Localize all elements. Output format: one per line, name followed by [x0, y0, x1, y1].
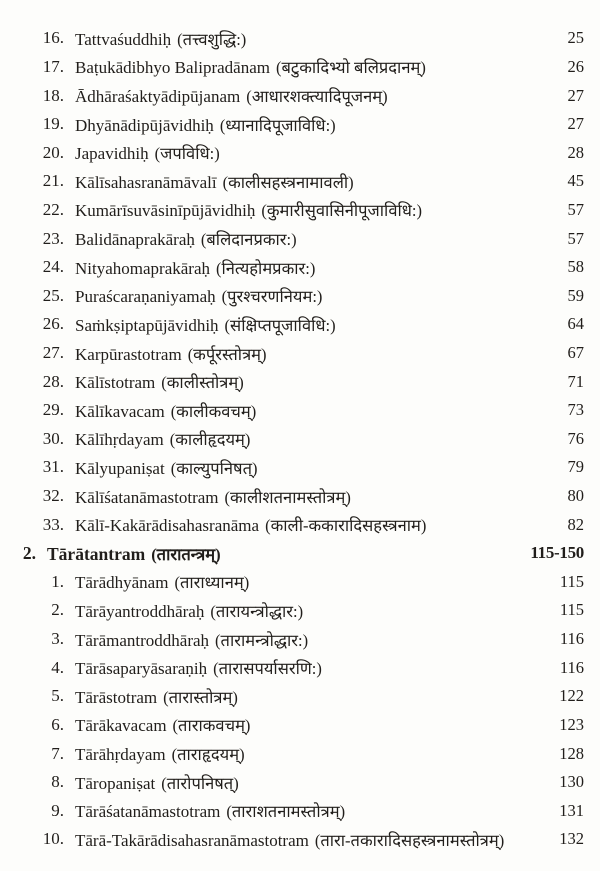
entry-title — [75, 771, 239, 794]
entry-title-devanagari: (तत्त्वशुद्धि:) — [177, 29, 247, 49]
toc-entry — [0, 81, 584, 110]
entry-number: 19. — [42, 114, 64, 134]
entry-number: 26. — [42, 314, 64, 334]
entry-title — [75, 656, 322, 679]
entry-page-number: 67 — [567, 343, 584, 362]
entry-title — [75, 742, 245, 765]
toc-entry — [0, 596, 584, 625]
entry-title-roman: Kālīśatanāmastotram — [75, 487, 219, 507]
toc-entry — [0, 281, 584, 310]
entry-page-number: 79 — [567, 457, 584, 477]
toc-entry — [0, 138, 584, 167]
toc-entry — [0, 482, 584, 511]
entry-title — [75, 427, 250, 450]
toc-entry — [0, 625, 584, 654]
entry-page-number: 27 — [567, 85, 584, 105]
entry-page-number: 115-150 — [530, 543, 584, 563]
entry-title-devanagari: (काल्युपनिषत्) — [170, 458, 258, 478]
entry-title-roman: Tārāhṛdayam — [75, 745, 166, 765]
entry-title — [47, 542, 221, 565]
entry-title-roman: Kālīsahasranāmāvalī — [75, 172, 217, 192]
entry-title-roman: Tārāśatanāmastotram — [75, 802, 221, 822]
entry-page-number: 132 — [559, 829, 584, 849]
entry-title-devanagari: (ताराहृदयम्) — [171, 745, 245, 765]
entry-page-number: 73 — [567, 400, 584, 420]
entry-title-roman: Tattvaśuddhiḥ — [75, 29, 172, 49]
entry-title — [75, 198, 422, 221]
toc-entry — [0, 196, 584, 225]
entry-title-devanagari: (बलिदानप्रकार:) — [200, 230, 297, 250]
entry-title-roman: Tāropaniṣat — [75, 773, 156, 793]
entry-page-number: 58 — [567, 257, 584, 277]
toc-entry — [0, 825, 584, 854]
entry-title — [75, 828, 504, 851]
entry-title-devanagari: (तारामन्त्रोद्धार:) — [215, 630, 309, 650]
entry-page-number: 116 — [559, 657, 584, 677]
toc-entry — [0, 682, 584, 711]
entry-number: 5. — [51, 686, 64, 706]
entry-title-roman: Tārādhyānam — [75, 573, 169, 593]
toc-entry — [0, 453, 584, 482]
entry-title-devanagari: (तारास्तोत्रम्) — [163, 687, 238, 707]
entry-title-devanagari: (जपविधि:) — [154, 144, 220, 164]
entry-page-number: 26 — [567, 56, 584, 76]
entry-title — [75, 485, 351, 508]
entry-title-roman: Tārākavacam — [75, 716, 167, 736]
entry-title-devanagari: (कालीसहस्त्रनामावली) — [222, 172, 354, 192]
entry-title-roman: Baṭukādibhyo Balipradānam — [75, 58, 270, 78]
entry-number: 28. — [42, 371, 64, 391]
toc-entry — [0, 167, 584, 196]
entry-title — [75, 256, 315, 279]
entry-title-roman: Kālīhṛdayam — [75, 430, 164, 450]
entry-title — [75, 84, 388, 107]
toc-entry — [0, 110, 584, 139]
entry-title-devanagari: (ध्यानादिपूजाविधि:) — [219, 115, 336, 135]
entry-number: 20. — [42, 142, 64, 162]
entry-title-roman: Tārātantram — [47, 543, 146, 564]
entry-title-devanagari: (कुमारीसुवासिनीपूजाविधि:) — [261, 201, 422, 221]
entry-title — [75, 599, 303, 622]
entry-title-devanagari: (नित्यहोमप्रकार:) — [216, 258, 316, 278]
entry-page-number: 57 — [567, 228, 584, 248]
entry-title — [75, 113, 336, 136]
entry-page-number: 123 — [559, 714, 584, 734]
entry-title — [75, 370, 244, 393]
entry-title-roman: Ādhāraśaktyādipūjanam — [75, 87, 241, 107]
entry-title-devanagari: (कालीशतनामस्तोत्रम्) — [224, 487, 351, 507]
entry-title-devanagari: (काली-ककारादिसहस्त्रनाम) — [265, 516, 427, 536]
toc-entry — [0, 425, 584, 454]
toc-entry — [0, 224, 584, 253]
entry-title — [75, 628, 308, 651]
entry-number: 27. — [42, 343, 64, 362]
entry-title — [75, 342, 267, 365]
toc-entry — [0, 253, 584, 282]
entry-title-roman: Balidānaprakāraḥ — [75, 230, 195, 250]
entry-title-devanagari: (बटुकादिभ्यो बलिप्रदानम्) — [275, 58, 426, 78]
entry-title-roman: Tārāstotram — [75, 687, 158, 707]
entry-number: 8. — [51, 772, 64, 792]
entry-number: 23. — [42, 228, 64, 248]
entry-title-roman: Kālīkavacam — [75, 401, 165, 421]
entry-title — [75, 456, 258, 479]
entry-title — [75, 513, 426, 536]
toc-entry — [0, 739, 584, 768]
toc-entry — [0, 568, 584, 597]
entry-title-roman: Kālyupaniṣat — [75, 458, 165, 478]
entry-title — [75, 799, 345, 822]
entry-number: 18. — [42, 85, 64, 105]
entry-number: 24. — [42, 257, 64, 277]
entry-title-roman: Tārāsaparyāsaraṇiḥ — [75, 659, 208, 679]
entry-page-number: 71 — [567, 371, 584, 391]
entry-title-roman: Tārāyantroddhāraḥ — [75, 601, 205, 621]
toc-entry — [0, 339, 584, 368]
entry-page-number: 131 — [559, 800, 584, 820]
entry-title — [75, 570, 249, 593]
entry-page-number: 45 — [567, 171, 584, 191]
entry-page-number: 27 — [567, 114, 584, 134]
entry-page-number: 59 — [567, 285, 584, 305]
entry-page-number: 64 — [567, 314, 584, 334]
entry-number: 33. — [42, 514, 64, 534]
entry-title-devanagari: (कालीस्तोत्रम्) — [161, 373, 244, 393]
entry-title-devanagari: (कर्पूरस्तोत्रम्) — [187, 344, 267, 364]
entry-title-roman: Kālīstotram — [75, 373, 156, 393]
entry-number: 6. — [51, 714, 64, 734]
entry-title-roman: Japavidhiḥ — [75, 144, 149, 164]
entry-title — [75, 170, 354, 193]
toc-entry — [0, 367, 584, 396]
entry-title-devanagari: (पुरश्चरणनियम:) — [221, 287, 323, 307]
entry-title-roman: Karpūrastotram — [75, 344, 182, 364]
entry-title-roman: Saṁkṣiptapūjāvidhiḥ — [75, 315, 219, 335]
entry-title — [75, 685, 238, 708]
entry-number: 3. — [51, 629, 64, 649]
toc-entry — [0, 711, 584, 740]
entry-page-number: 130 — [559, 772, 584, 792]
entry-title-devanagari: (आधारशक्त्यादिपूजनम्) — [246, 87, 388, 107]
entry-title-roman: Puraścaraṇaniyamaḥ — [75, 287, 216, 307]
toc-entry — [0, 310, 584, 339]
entry-title-devanagari: (तारायन्त्रोद्धार:) — [210, 601, 304, 621]
entry-title-devanagari: (तारा-तकारादिसहस्त्रनामस्तोत्रम्) — [314, 830, 505, 850]
entry-number: 25. — [42, 285, 64, 305]
entry-number: 22. — [42, 199, 64, 219]
toc-entry — [0, 510, 584, 539]
entry-number: 30. — [42, 428, 64, 448]
entry-title — [75, 284, 322, 307]
entry-title-devanagari: (तारातन्त्रम्) — [151, 544, 221, 564]
entry-page-number: 128 — [559, 743, 584, 763]
toc-entry — [0, 796, 584, 825]
entry-number: 10. — [42, 829, 64, 849]
entry-page-number: 80 — [567, 486, 584, 506]
entry-title-devanagari: (संक्षिप्तपूजाविधि:) — [224, 315, 336, 335]
entry-number: 1. — [51, 571, 64, 591]
entry-title-roman: Nityahomaprakāraḥ — [75, 258, 210, 278]
entry-page-number: 115 — [559, 571, 584, 591]
entry-title — [75, 27, 246, 50]
toc-entry — [0, 24, 584, 53]
entry-title-devanagari: (कालीकवचम्) — [170, 401, 257, 421]
entry-title-devanagari: (कालीहृदयम्) — [169, 430, 251, 450]
entry-title-devanagari: (तारोपनिषत्) — [161, 773, 239, 793]
entry-page-number: 82 — [567, 514, 584, 534]
toc-entry — [0, 768, 584, 797]
entry-number: 31. — [42, 457, 64, 477]
entry-title — [75, 713, 250, 736]
entry-page-number: 28 — [567, 142, 584, 162]
entry-title — [75, 141, 220, 164]
entry-number: 2. — [22, 542, 36, 563]
entry-page-number: 122 — [559, 686, 584, 706]
entry-number: 16. — [42, 28, 64, 48]
entry-number: 9. — [51, 800, 64, 820]
toc-entry — [0, 653, 584, 682]
entry-title-roman: Dhyānādipūjāvidhiḥ — [75, 115, 214, 135]
entry-title-roman: Kālī-Kakārādisahasranāma — [75, 516, 260, 536]
entry-title — [75, 55, 426, 78]
entry-title-devanagari: (ताराकवचम्) — [172, 716, 251, 736]
entry-page-number: 115 — [559, 600, 584, 620]
entry-number: 2. — [51, 600, 64, 620]
toc-list — [0, 24, 584, 854]
entry-page-number: 116 — [559, 629, 584, 649]
toc-entry — [0, 53, 584, 82]
entry-title-roman: Kumārīsuvāsinīpūjāvidhiḥ — [75, 201, 256, 221]
entry-title — [75, 399, 256, 422]
entry-number: 21. — [42, 171, 64, 191]
entry-number: 4. — [51, 657, 64, 677]
entry-page-number: 76 — [567, 428, 584, 448]
entry-title — [75, 313, 336, 336]
entry-page-number: 25 — [567, 28, 584, 48]
entry-number: 17. — [42, 56, 64, 76]
entry-number: 32. — [42, 486, 64, 506]
toc-entry — [0, 396, 584, 425]
entry-title — [75, 227, 297, 250]
entry-title-roman: Tārā-Takārādisahasranāmastotram — [75, 830, 309, 850]
entry-number: 7. — [51, 743, 64, 763]
entry-number: 29. — [42, 400, 64, 420]
entry-title-devanagari: (ताराशतनामस्तोत्रम्) — [226, 802, 346, 822]
entry-title-roman: Tārāmantroddhāraḥ — [75, 630, 210, 650]
entry-page-number: 57 — [567, 199, 584, 219]
entry-title-devanagari: (तारासपर्यासरणि:) — [213, 659, 322, 679]
toc-section-heading — [0, 539, 584, 568]
entry-title-devanagari: (ताराध्यानम्) — [174, 573, 250, 593]
